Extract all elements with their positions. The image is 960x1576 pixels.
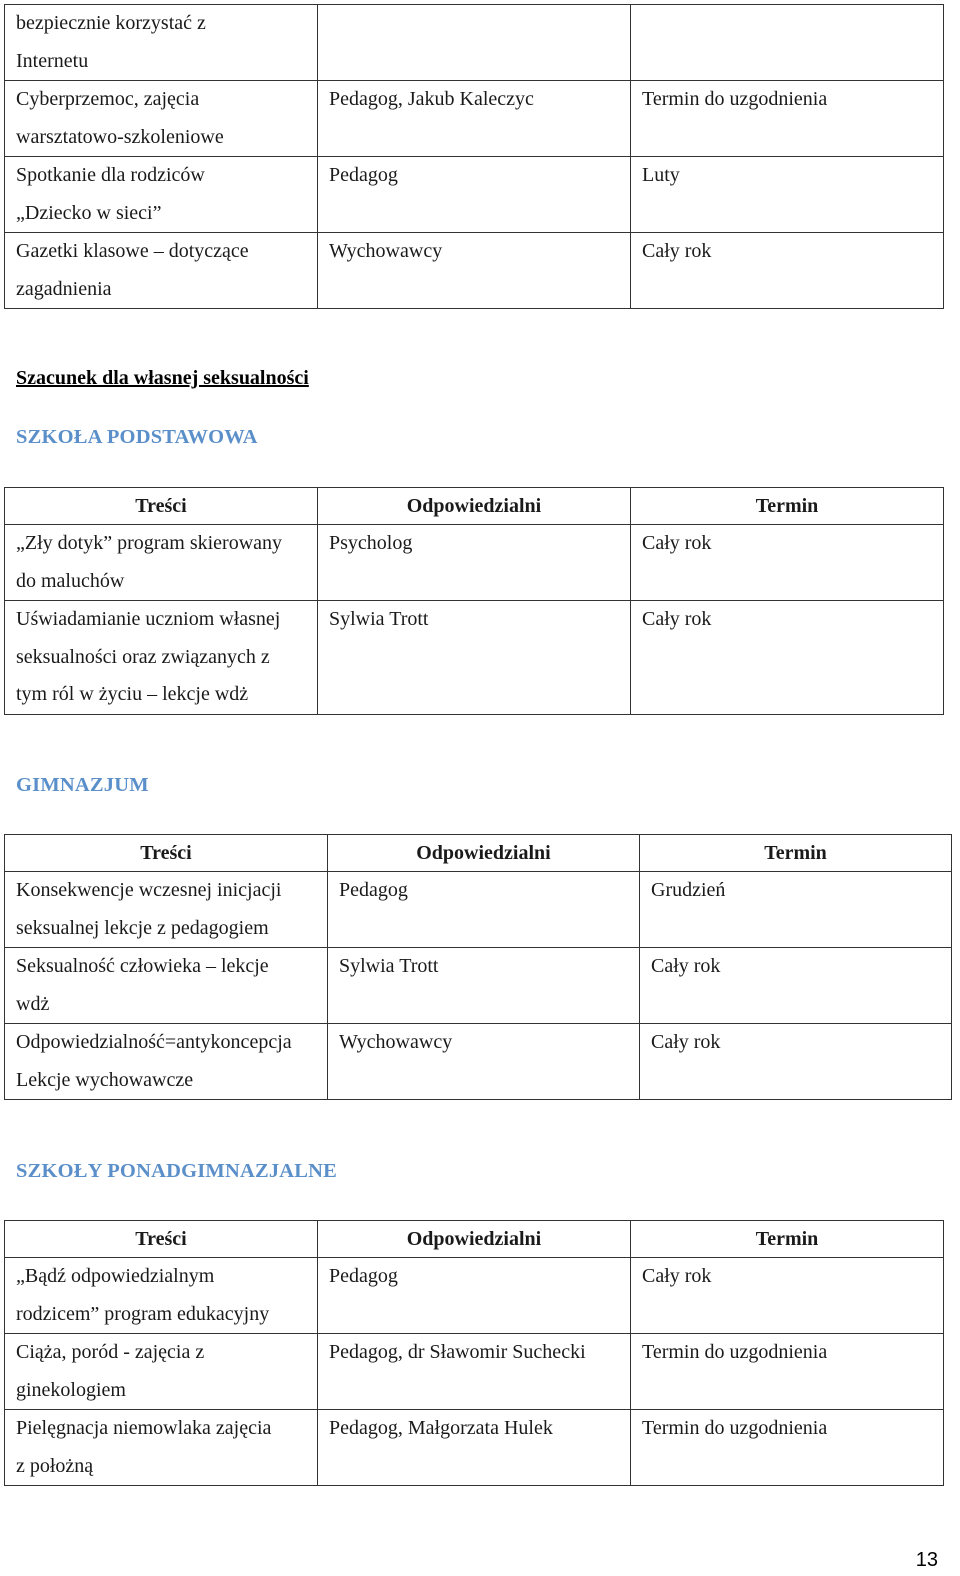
header-termin: Termin (631, 488, 944, 525)
cell-line: Pedagog, Małgorzata Hulek (329, 1417, 553, 1439)
cell-odpowiedzialni (318, 1410, 631, 1486)
cell-tresci (5, 157, 318, 233)
cell-odpowiedzialni (318, 1258, 631, 1334)
cell-line: Cały rok (642, 608, 712, 630)
cell-line: Uświadamianie uczniom własnej (16, 608, 281, 630)
cell-line: Termin do uzgodnienia (642, 1341, 828, 1363)
cell-odpowiedzialni (318, 1334, 631, 1410)
cell-line: „Dziecko w sieci” (16, 201, 162, 224)
cell-line: Wychowawcy (339, 1031, 453, 1053)
cell-odpowiedzialni (318, 525, 631, 601)
cell-odpowiedzialni (318, 233, 631, 309)
cell-termin (631, 5, 944, 81)
cell-odpowiedzialni (318, 157, 631, 233)
cell-line: Cały rok (651, 1031, 721, 1053)
cell-odpowiedzialni (318, 5, 631, 81)
cell-termin (640, 1024, 952, 1100)
cell-line: Gazetki klasowe – dotyczące (16, 240, 249, 262)
cell-line (329, 5, 630, 43)
section-title-gimnazjum: GIMNAZJUM (16, 774, 149, 796)
cell-line: Spotkanie dla rodziców (16, 164, 205, 186)
cell-line: rodzicem” program edukacyjny (16, 1302, 270, 1325)
cell-line: warsztatowo-szkoleniowe (16, 125, 224, 148)
cell-line: seksualnej lekcje z pedagogiem (16, 916, 269, 939)
header-tresci: Treści (5, 835, 328, 872)
cell-line: Cały rok (642, 1265, 712, 1287)
cell-line: Pielęgnacja niemowlaka zajęcia (16, 1417, 272, 1439)
cell-line: seksualności oraz związanych z (16, 645, 270, 668)
cell-line: do maluchów (16, 569, 125, 592)
table-gimnazjum (4, 834, 952, 1100)
cell-line: Termin do uzgodnienia (642, 88, 828, 110)
table-row (5, 5, 944, 81)
cell-tresci (5, 233, 318, 309)
section-title-szkola-podstawowa: SZKOŁA PODSTAWOWA (16, 426, 258, 448)
cell-termin (631, 1410, 944, 1486)
cell-odpowiedzialni (328, 1024, 640, 1100)
table-row (5, 233, 944, 309)
cell-tresci (5, 872, 328, 948)
cell-line: Termin do uzgodnienia (642, 1417, 828, 1439)
table-row (5, 157, 944, 233)
cell-tresci (5, 1024, 328, 1100)
cell-line: „Zły dotyk” program skierowany (16, 532, 283, 554)
cell-line: Ciąża, poród - zajęcia z (16, 1341, 205, 1363)
table-row (5, 1258, 944, 1334)
cell-termin (631, 601, 944, 715)
cell-line: „Bądź odpowiedzialnym (16, 1265, 215, 1287)
cell-line: Pedagog (329, 1265, 398, 1287)
cell-odpowiedzialni (328, 872, 640, 948)
table-row (5, 1410, 944, 1486)
cell-line: Pedagog, Jakub Kaleczyc (329, 88, 534, 110)
section-title-szkoly-ponadgimnazjalne: SZKOŁY PONADGIMNAZJALNE (16, 1160, 338, 1182)
header-odpowiedzialni: Odpowiedzialni (328, 835, 640, 872)
cell-line: Cały rok (651, 955, 721, 977)
cell-tresci (5, 601, 318, 715)
cell-line: Sylwia Trott (329, 608, 429, 630)
table-row (5, 1334, 944, 1410)
cell-odpowiedzialni (318, 601, 631, 715)
cell-line (642, 5, 943, 43)
cell-termin (631, 81, 944, 157)
cell-termin (631, 233, 944, 309)
cell-termin (640, 872, 952, 948)
table-row (5, 872, 952, 948)
table-row (5, 601, 944, 715)
cell-tresci (5, 81, 318, 157)
cell-line: Cały rok (642, 240, 712, 262)
cell-tresci (5, 948, 328, 1024)
cell-line: Seksualność człowieka – lekcje (16, 955, 269, 977)
cell-line: zagadnienia (16, 277, 112, 300)
cell-line: z położną (16, 1454, 94, 1477)
table-row (5, 81, 944, 157)
cell-line: wdż (16, 992, 50, 1015)
cell-line: Psycholog (329, 532, 413, 554)
topic-title: Szacunek dla własnej seksualności (16, 367, 309, 389)
header-termin: Termin (631, 1221, 944, 1258)
cell-termin (640, 948, 952, 1024)
table-szkola-podstawowa (4, 487, 944, 715)
cell-tresci (5, 1410, 318, 1486)
cell-tresci (5, 1334, 318, 1410)
cell-line: Cyberprzemoc, zajęcia (16, 88, 200, 110)
table-row (5, 1024, 952, 1100)
cell-tresci (5, 5, 318, 81)
cell-line: Cały rok (642, 532, 712, 554)
cell-line: Konsekwencje wczesnej inicjacji (16, 879, 282, 901)
cell-line: Pedagog (329, 164, 398, 186)
cell-line: ginekologiem (16, 1378, 126, 1401)
cell-line: Internetu (16, 49, 89, 72)
header-odpowiedzialni: Odpowiedzialni (318, 1221, 631, 1258)
cell-line: Sylwia Trott (339, 955, 439, 977)
cell-line: Odpowiedzialność=antykoncepcja (16, 1031, 292, 1053)
table-row (5, 525, 944, 601)
continued-table (4, 4, 944, 309)
cell-tresci (5, 1258, 318, 1334)
cell-tresci (5, 525, 318, 601)
table-szkoly-ponadgimnazjalne (4, 1220, 944, 1486)
cell-line: tym ról w życiu – lekcje wdż (16, 683, 249, 705)
cell-line: Pedagog, dr Sławomir Suchecki (329, 1341, 586, 1363)
header-tresci: Treści (5, 1221, 318, 1258)
cell-line: Grudzień (651, 879, 726, 901)
cell-termin (631, 1258, 944, 1334)
cell-termin (631, 157, 944, 233)
table-row (5, 948, 952, 1024)
header-termin: Termin (640, 835, 952, 872)
cell-termin (631, 525, 944, 601)
cell-termin (631, 1334, 944, 1410)
cell-line: Lekcje wychowawcze (16, 1068, 194, 1091)
header-odpowiedzialni: Odpowiedzialni (318, 488, 631, 525)
cell-odpowiedzialni (318, 81, 631, 157)
cell-line: bezpiecznie korzystać z (16, 12, 206, 34)
cell-line: Luty (642, 164, 680, 186)
cell-line: Wychowawcy (329, 240, 443, 262)
page-number: 13 (915, 1549, 938, 1571)
cell-line: Pedagog (339, 879, 408, 901)
cell-odpowiedzialni (328, 948, 640, 1024)
header-tresci: Treści (5, 488, 318, 525)
